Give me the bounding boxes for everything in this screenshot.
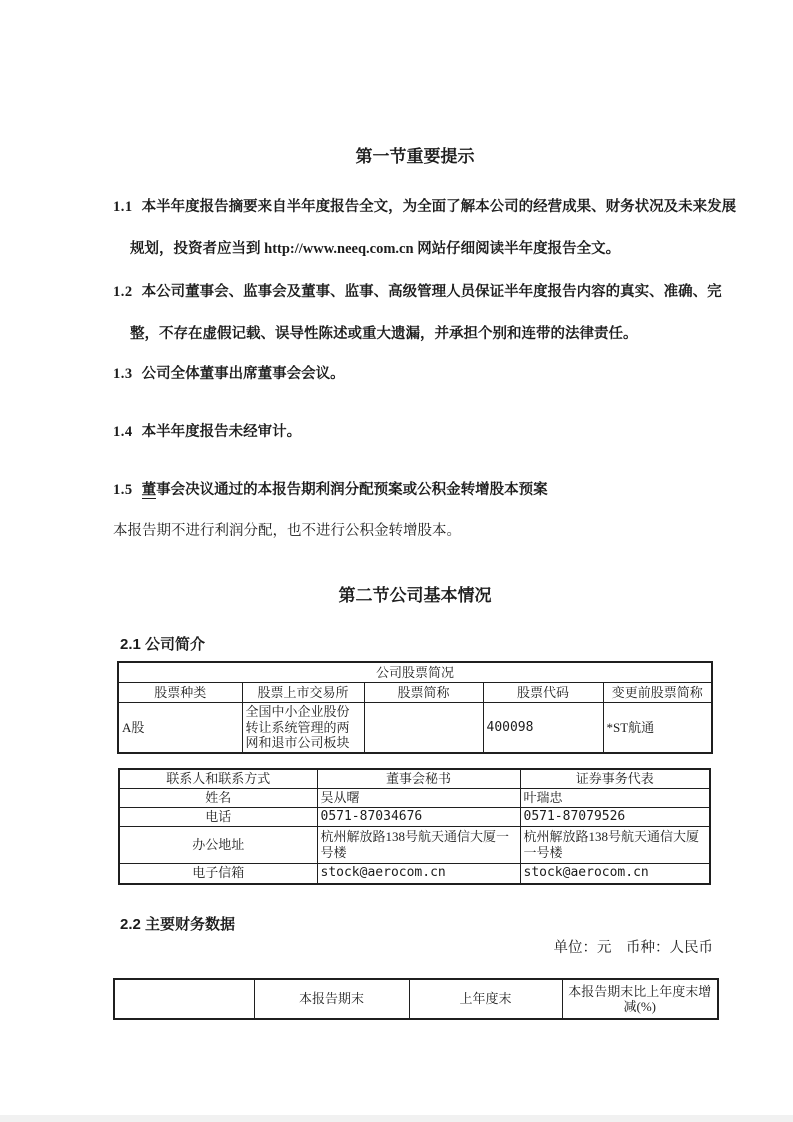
stock-shortname-cell [364,703,483,753]
paragraph-text: 本公司董事会、监事会及董事、监事、高级管理人员保证半年度报告内容的真实、准确、完整，不存在虚假记载、误导性陈述或重大遗漏，并承担个别和连带的法律责任。 [130,284,722,342]
contact-row-label: 电话 [119,807,317,826]
stock-table-header-cell: 股票简称 [364,683,483,703]
contact-email-row [119,863,710,884]
underlined-char: 董 [141,482,157,498]
finance-header-cell-empty [114,979,254,1019]
paragraph-number: 1.2 [113,284,133,300]
neeq-url: http://www.neeq.com.cn [264,241,414,257]
paragraph-number: 1.5 [113,482,133,498]
contact-address-row [119,826,710,863]
contact-row-label: 办公地址 [119,826,317,863]
paragraph-1-5 [113,469,742,511]
scan-artifact [0,1115,793,1122]
representative-address-cell: 杭州解放路138号航天通信大厦一号楼 [520,826,710,863]
stock-table-header-cell: 股票代码 [483,683,603,703]
secretary-phone-cell: 0571-87034676 [317,807,520,826]
stock-code-cell: 400098 [483,703,603,753]
stock-table-header-cell: 股票种类 [118,683,242,703]
contact-header-cell: 证券事务代表 [520,769,710,789]
section2-title: 第二节公司基本情况 [338,586,492,605]
company-profile-heading: 2.1 公司简介 [120,636,206,653]
paragraph-text: 事会决议通过的本报告期利润分配预案或公积金转增股本预案 [156,482,548,498]
dividend-note: 本报告期不进行利润分配，也不进行公积金转增股本。 [113,523,461,539]
stock-type-cell: A股 [118,703,242,753]
paragraph-1-2 [113,271,742,355]
stock-table-title: 公司股票简况 [118,662,712,683]
stock-table-title-row [118,662,712,683]
stock-prevname-cell: *ST航通 [603,703,712,753]
paragraph-number: 1.3 [113,366,133,382]
paragraph-number: 1.4 [113,424,133,440]
contact-header-cell: 联系人和联系方式 [119,769,317,789]
paragraph-1-3 [113,353,742,395]
contact-row-label: 姓名 [119,789,317,808]
paragraph-1-4 [113,411,742,453]
representative-phone-cell: 0571-87079526 [520,807,710,826]
stock-table-data-row [118,703,712,753]
finance-header-cell: 本报告期末比上年度末增减(%) [562,979,718,1019]
contact-phone-row [119,807,710,826]
paragraph-text: 公司全体董事出席董事会会议。 [141,366,345,382]
paragraph-number: 1.1 [113,199,133,215]
paragraph-text: 本半年度报告摘要来自半年度报告全文，为全面了解本公司的经营成果、财务状况及未来发展规划，投资者应当到 [130,199,737,257]
finance-header-row [114,979,718,1019]
stock-table-header-cell: 变更前股票简称 [603,683,712,703]
representative-name-cell: 叶瑞忠 [520,789,710,808]
stock-exchange-cell: 全国中小企业股份转让系统管理的两网和退市公司板块 [242,703,364,753]
contact-row-label: 电子信箱 [119,863,317,884]
finance-table [113,978,719,1020]
contact-table [118,768,711,885]
paragraph-text: 网站仔细阅读半年度报告全文。 [413,241,621,257]
secretary-address-cell: 杭州解放路138号航天通信大厦一号楼 [317,826,520,863]
stock-table-header-cell: 股票上市交易所 [242,683,364,703]
stock-table [117,661,713,754]
section1-title: 第一节重要提示 [355,147,475,166]
secretary-name-cell: 吴从曙 [317,789,520,808]
contact-header-row [119,769,710,789]
representative-email-cell: stock@aerocom.cn [520,863,710,884]
stock-table-header-row [118,683,712,703]
contact-name-row [119,789,710,808]
paragraph-text: 本半年度报告未经审计。 [141,424,302,440]
contact-header-cell: 董事会秘书 [317,769,520,789]
finance-header-cell: 本报告期末 [254,979,409,1019]
paragraph-1-1 [113,186,742,270]
unit-note: 单位：元 币种：人民币 [553,940,713,956]
finance-heading: 2.2 主要财务数据 [120,916,236,933]
finance-header-cell: 上年度末 [409,979,562,1019]
secretary-email-cell: stock@aerocom.cn [317,863,520,884]
